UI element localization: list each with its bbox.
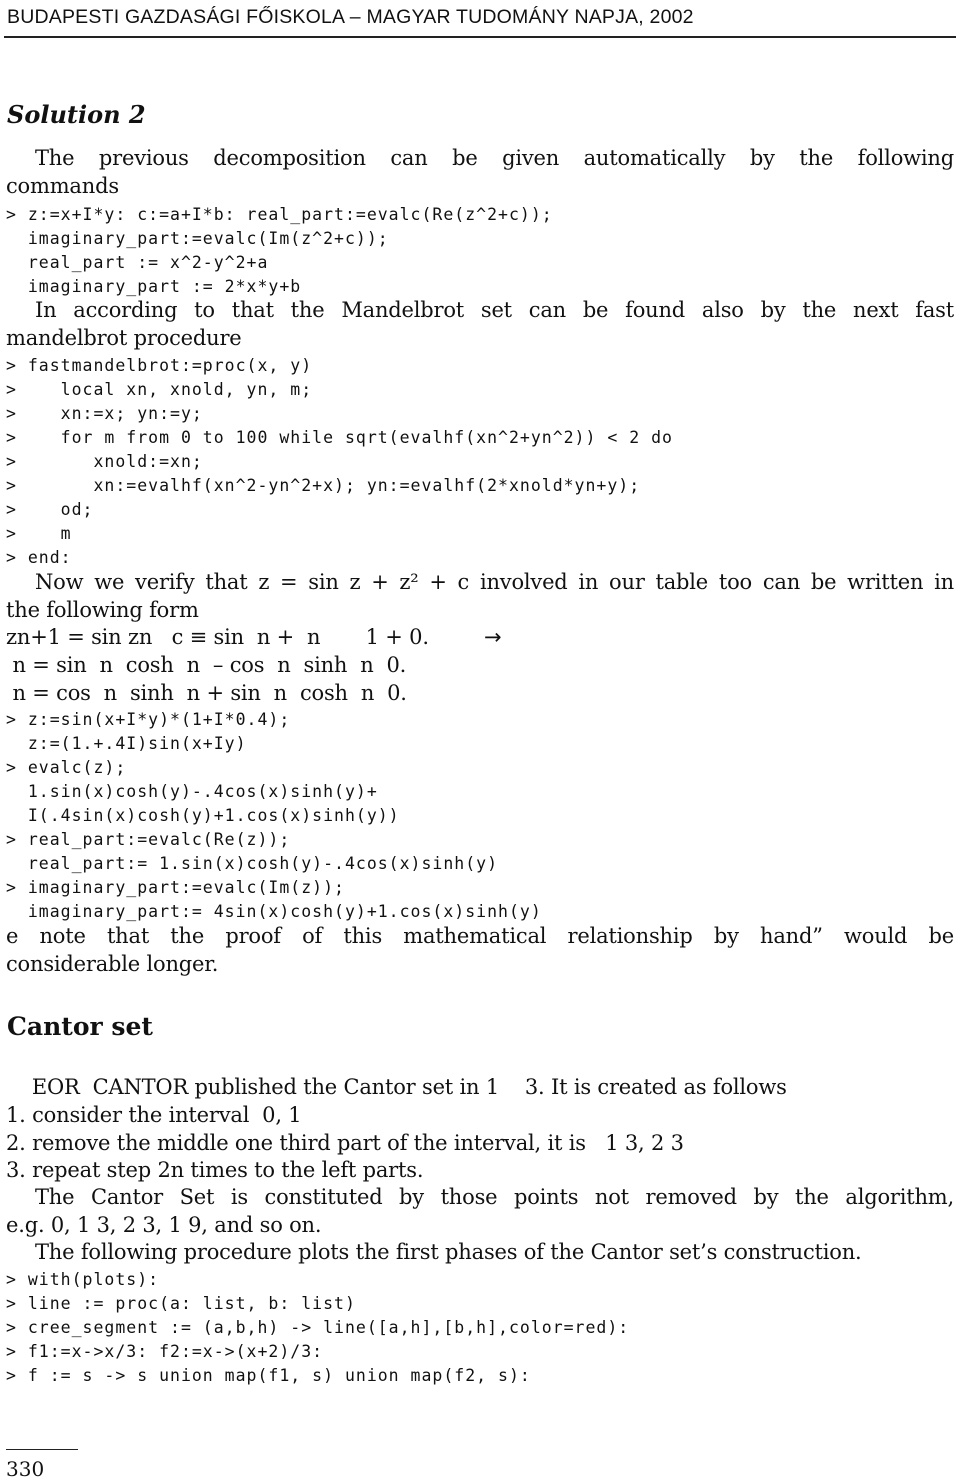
running-header: BUDAPESTI GAZDASÁGI FŐISKOLA – MAGYAR TUDOMÁNY NAPJA, 2002	[7, 6, 694, 28]
code-line: > f1:=x->x/3: f2:=x->(x+2)/3:	[6, 1342, 324, 1361]
right-arrow-icon: →	[484, 625, 502, 649]
code-line: > evalc(z);	[6, 758, 127, 777]
verify-paragraph-line: the following form	[6, 598, 199, 622]
code-line: > xn:=evalhf(xn^2-yn^2+x); yn:=evalhf(2*xnold*yn+y);	[6, 476, 641, 495]
code-line: real_part := x^2-y^2+a	[6, 253, 269, 272]
verify-paragraph-line: Now we verify that z = sin z + z² + c involved in our table too can be written in	[35, 570, 954, 594]
formula-line: n = cos n sinh n + sin n cosh n 0.	[6, 681, 407, 705]
section-heading-solution-2: Solution 2	[7, 100, 146, 129]
code-line: > end:	[6, 548, 72, 567]
cantor-paragraph-line: The following procedure plots the first phases of the Cantor set’s construction.	[35, 1240, 862, 1264]
code-line: imaginary_part:= 4sin(x)cosh(y)+1.cos(x)sinh(y)	[6, 902, 542, 921]
code-line: 1.sin(x)cosh(y)-.4cos(x)sinh(y)+	[6, 782, 378, 801]
section-heading-cantor-set: Cantor set	[7, 1012, 153, 1041]
code-line: > imaginary_part:=evalc(Im(z));	[6, 878, 345, 897]
mandelbrot-paragraph-line: In according to that the Mandelbrot set can be found also by the next fast	[35, 298, 954, 322]
code-line: > z:=sin(x+I*y)*(1+I*0.4);	[6, 710, 291, 729]
code-line: > xnold:=xn;	[6, 452, 203, 471]
code-line: real_part:= 1.sin(x)cosh(y)-.4cos(x)sinh(y)	[6, 854, 499, 873]
code-line: I(.4sin(x)cosh(y)+1.cos(x)sinh(y))	[6, 806, 400, 825]
code-line: imaginary_part := 2*x*y+b	[6, 277, 302, 296]
footer-rule	[6, 1449, 78, 1450]
code-line: > cree_segment := (a,b,h) -> line([a,h],[b,h],color=red):	[6, 1318, 630, 1337]
note-paragraph-line: e note that the proof of this mathematical relationship by hand” would be	[6, 924, 954, 948]
code-line: z:=(1.+.4I)sin(x+Iy)	[6, 734, 247, 753]
cantor-paragraph-line: The Cantor Set is constituted by those points not removed by the algorithm,	[35, 1185, 954, 1209]
note-paragraph-line: considerable longer.	[6, 952, 219, 976]
formula-line: n = sin n cosh n – cos n sinh n 0.	[6, 653, 407, 677]
code-line: > od;	[6, 500, 94, 519]
cantor-step-1: 1. consider the interval 0, 1	[6, 1103, 302, 1127]
code-line: > for m from 0 to 100 while sqrt(evalhf(xn^2+yn^2)) < 2 do	[6, 428, 673, 447]
code-line: > z:=x+I*y: c:=a+I*b: real_part:=evalc(Re(z^2+c));	[6, 205, 553, 224]
cantor-step-3: 3. repeat step 2n times to the left parts.	[6, 1158, 424, 1182]
code-line: > f := s -> s union map(f1, s) union map(f2, s):	[6, 1366, 531, 1385]
intro-paragraph-line: The previous decomposition can be given automatically by the following	[35, 146, 954, 170]
code-line: > real_part:=evalc(Re(z));	[6, 830, 291, 849]
code-line: imaginary_part:=evalc(Im(z^2+c));	[6, 229, 389, 248]
intro-paragraph-line: commands	[6, 174, 119, 198]
code-line: > with(plots):	[6, 1270, 160, 1289]
code-line: > line := proc(a: list, b: list)	[6, 1294, 356, 1313]
cantor-paragraph-line: e.g. 0, 1 3, 2 3, 1 9, and so on.	[6, 1213, 322, 1237]
cantor-publication-line: EOR CANTOR published the Cantor set in 1 3. It is created as follows	[6, 1075, 787, 1099]
code-line: > local xn, xnold, yn, m;	[6, 380, 313, 399]
code-line: > m	[6, 524, 72, 543]
mandelbrot-paragraph-line: mandelbrot procedure	[6, 326, 242, 350]
code-line: > xn:=x; yn:=y;	[6, 404, 203, 423]
code-line: > fastmandelbrot:=proc(x, y)	[6, 356, 313, 375]
header-rule	[4, 36, 956, 38]
page-number: 330	[6, 1457, 45, 1481]
cantor-step-2: 2. remove the middle one third part of the interval, it is 1 3, 2 3	[6, 1131, 684, 1155]
formula-line: zn+1 = sin zn c ≡ sin n + n 1 + 0.	[6, 625, 429, 649]
